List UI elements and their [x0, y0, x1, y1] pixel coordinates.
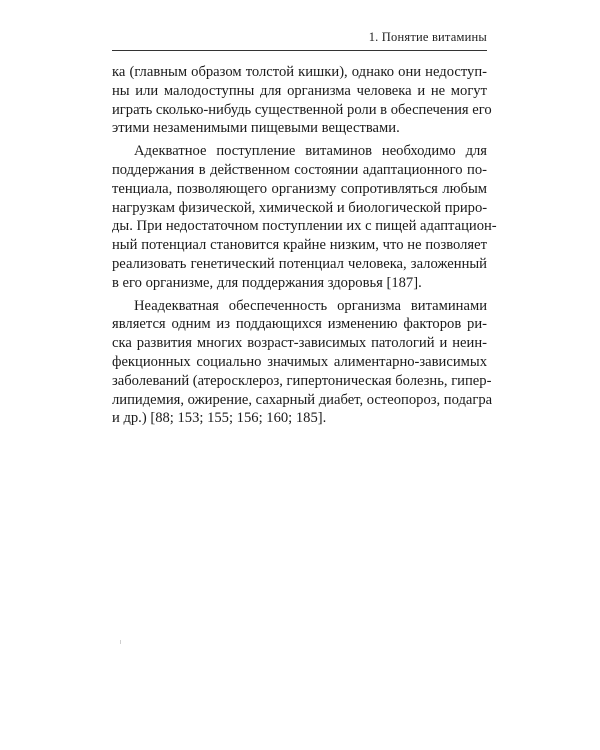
paragraph-1: [112, 63, 492, 138]
text-line: липидемия, ожирение, сахарный диабет, остеопороз, подагра: [112, 391, 493, 408]
text-line: фекционных социально значимых алиментарно-зависимых: [112, 353, 487, 370]
header-rule: [112, 50, 487, 51]
text-line: нагрузкам физической, химической и биологической приро-: [112, 199, 488, 216]
text-line: в его организме, для поддержания здоровья [187].: [112, 274, 422, 291]
text-line: ды. При недостаточном поступлении их с пищей адаптацион-: [112, 218, 497, 235]
running-header: 1. Понятие витамины: [368, 30, 487, 44]
paragraph-3: [112, 297, 493, 429]
text-line: и др.) [88; 153; 155; 156; 160; 185].: [112, 410, 327, 427]
text-line: поддержания в действенном состоянии адаптационного по-: [112, 161, 487, 178]
body-text: [112, 63, 497, 428]
scan-artifact: [120, 640, 121, 644]
text-line: ка (главным образом толстой кишки), однако они недоступ-: [112, 64, 487, 80]
text-line: Адекватное поступление витаминов необходимо для: [134, 143, 487, 160]
text-line: ны или малодоступны для организма человека и не могут: [112, 82, 487, 99]
text-line: является одним из поддающихся изменению факторов ри-: [112, 316, 487, 333]
text-line: реализовать генетический потенциал человека, заложенный: [112, 255, 487, 272]
text-line: ска развития многих возраст-зависимых патологий и неин-: [112, 335, 487, 352]
text-line: играть сколько-нибудь существенной роли в обеспечения его: [112, 101, 492, 118]
text-line: ный потенциал становится крайне низким, что не позволяет: [112, 237, 487, 254]
text-line: Неадекватная обеспеченность организма витаминами: [134, 297, 487, 314]
text-line: тенциала, позволяющего организму сопротивляться любым: [112, 180, 487, 197]
paragraph-2: [112, 142, 497, 292]
text-line: этими незаменимыми пищевыми веществами.: [112, 120, 400, 137]
text-line: заболеваний (атеросклероз, гипертоническая болезнь, гипер-: [112, 372, 492, 389]
